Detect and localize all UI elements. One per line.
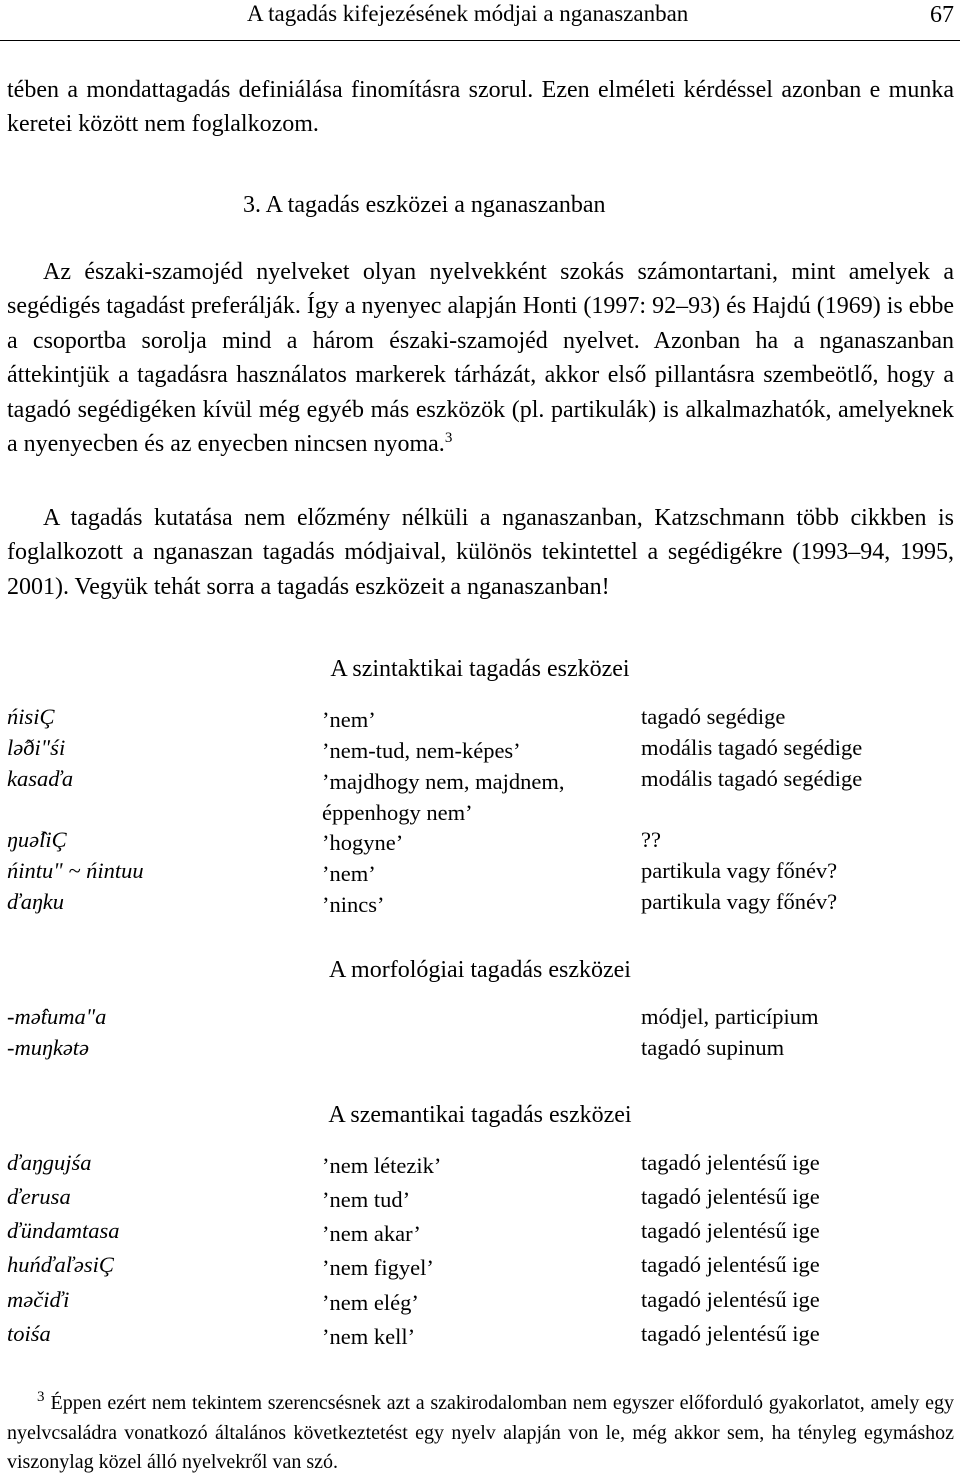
gloss: ’nem’: [322, 861, 376, 886]
footnote-text: Éppen ezért nem tekintem szerencsésnek azt a szakirodalomban nem egyszer előforduló gyakorlatot, amely egy nyelvcsaládra vonatkozó általános következtetést egy nyelv alapján von le, még akkor sem, ha tényleg egymáshoz viszonylag közel álló nyelvekről van szó.: [7, 1392, 954, 1473]
table-row: [0, 1287, 960, 1318]
annotation: modális tagadó segédige: [641, 735, 863, 760]
gloss: ’nem’: [322, 707, 376, 732]
footnote-number: 3: [37, 1389, 45, 1406]
word-form: -mə̂tumaʺa: [7, 1004, 107, 1029]
word-form: huńďaľəsiÇ: [7, 1252, 114, 1277]
paragraph-1: tében a mondattagadás definiálása finomításra szorul. Ezen elméleti kérdéssel azonban e munka keretei között nem foglalkozom.: [7, 77, 954, 138]
annotation: tagadó segédige: [641, 704, 786, 729]
footnote-reference: 3: [444, 430, 453, 447]
table-row: [0, 1150, 960, 1181]
word-form: lə̂ðiʺśi: [7, 735, 66, 760]
gloss: ’hogyne’: [322, 830, 404, 855]
gloss: ’nem elég’: [322, 1290, 419, 1315]
syntactic-heading: A szintaktikai tagadás eszközei: [330, 656, 630, 682]
annotation: ??: [641, 827, 661, 852]
table-row: [0, 1004, 960, 1035]
gloss: ’majdhogy nem, majdnem, éppenhogy nem’: [322, 769, 565, 825]
gloss: ’nem kell’: [322, 1324, 416, 1349]
word-form: ďündamtasa: [7, 1218, 120, 1243]
word-form: ďaŋku: [7, 889, 65, 914]
table-row: [0, 827, 960, 858]
table-row: [0, 1184, 960, 1215]
word-form: ŋuə̂liÇ: [7, 827, 67, 852]
word-form: ńintuʺ ~ ńintuu: [7, 858, 144, 883]
annotation: tagadó jelentésű ige: [641, 1321, 820, 1346]
table-row: [0, 704, 960, 735]
annotation: tagadó jelentésű ige: [641, 1184, 820, 1209]
table-row: [0, 735, 960, 766]
semantic-heading: A szemantikai tagadás eszközei: [328, 1102, 632, 1128]
gloss: ’nem figyel’: [322, 1255, 434, 1280]
annotation: partikula vagy főnév?: [641, 889, 838, 914]
table-row: [0, 1321, 960, 1352]
gloss: ’nincs’: [322, 892, 385, 917]
table-row: [0, 858, 960, 889]
annotation: tagadó jelentésű ige: [641, 1252, 820, 1277]
paragraph-3: A tagadás kutatása nem előzmény nélküli a nganaszanban, Katzschmann több cikkben is foglalkozott a nganaszan tagadás módjaival, különös tekintettel a segédigékre (1993–94, 1995, 2001). Vegyük tehát sorra a tagadás eszközeit a nganaszanban!: [7, 505, 954, 600]
table-row: [0, 1218, 960, 1249]
word-form: ńisiÇ: [7, 704, 55, 729]
annotation: módjel, particípium: [641, 1004, 819, 1029]
gloss: ’nem-tud, nem-képes’: [322, 738, 521, 763]
annotation: modális tagadó segédige: [641, 766, 863, 791]
gloss: ’nem tud’: [322, 1187, 411, 1212]
annotation: tagadó supinum: [641, 1035, 785, 1060]
paragraph-2-text: Az északi-szamojéd nyelveket olyan nyelvekként szokás számontartani, mint amelyek a segédigés tagadást preferálják. Így a nyenyec alapján Honti (1997: 92–93) és Hajdú (1969) is ebbe a csoportba sorolja mind a három északi-szamojéd nyelvet. Azonban ha a nganaszanban áttekintjük a tagadásra használatos markerek tárházát, akkor első pillantásra szembeötlő, hogy a tagadó segédigéken kívül még egyéb más eszközök (pl. partikulák) is alkalmazhatók, amelyeknek a nyenyecben és az enyecben nincsen nyoma.: [7, 259, 955, 458]
word-form: -muŋkətə: [7, 1035, 90, 1060]
annotation: tagadó jelentésű ige: [641, 1287, 820, 1312]
annotation: tagadó jelentésű ige: [641, 1150, 820, 1175]
page-number: 67: [930, 2, 954, 28]
word-form: kasaďa: [7, 766, 74, 791]
word-form: ďerusa: [7, 1184, 71, 1209]
table-row: [0, 889, 960, 920]
table-row: [0, 1252, 960, 1283]
word-form: ďaŋgujśa: [7, 1150, 92, 1175]
table-row: [0, 766, 960, 825]
annotation: partikula vagy főnév?: [641, 858, 838, 883]
morphological-heading: A morfológiai tagadás eszközei: [329, 957, 631, 983]
running-title: A tagadás kifejezésének módjai a nganaszanban: [247, 1, 689, 26]
gloss: ’nem akar’: [322, 1221, 421, 1246]
gloss: ’nem létezik’: [322, 1153, 442, 1178]
annotation: tagadó jelentésű ige: [641, 1218, 820, 1243]
table-row: [0, 1035, 960, 1066]
word-form: məčiďi: [7, 1287, 70, 1312]
word-form: toiśa: [7, 1321, 51, 1346]
running-header: [0, 0, 960, 41]
paragraph-2: [7, 255, 954, 461]
footnote: [7, 1389, 954, 1478]
section-title: 3. A tagadás eszközei a nganaszanban: [243, 192, 606, 218]
